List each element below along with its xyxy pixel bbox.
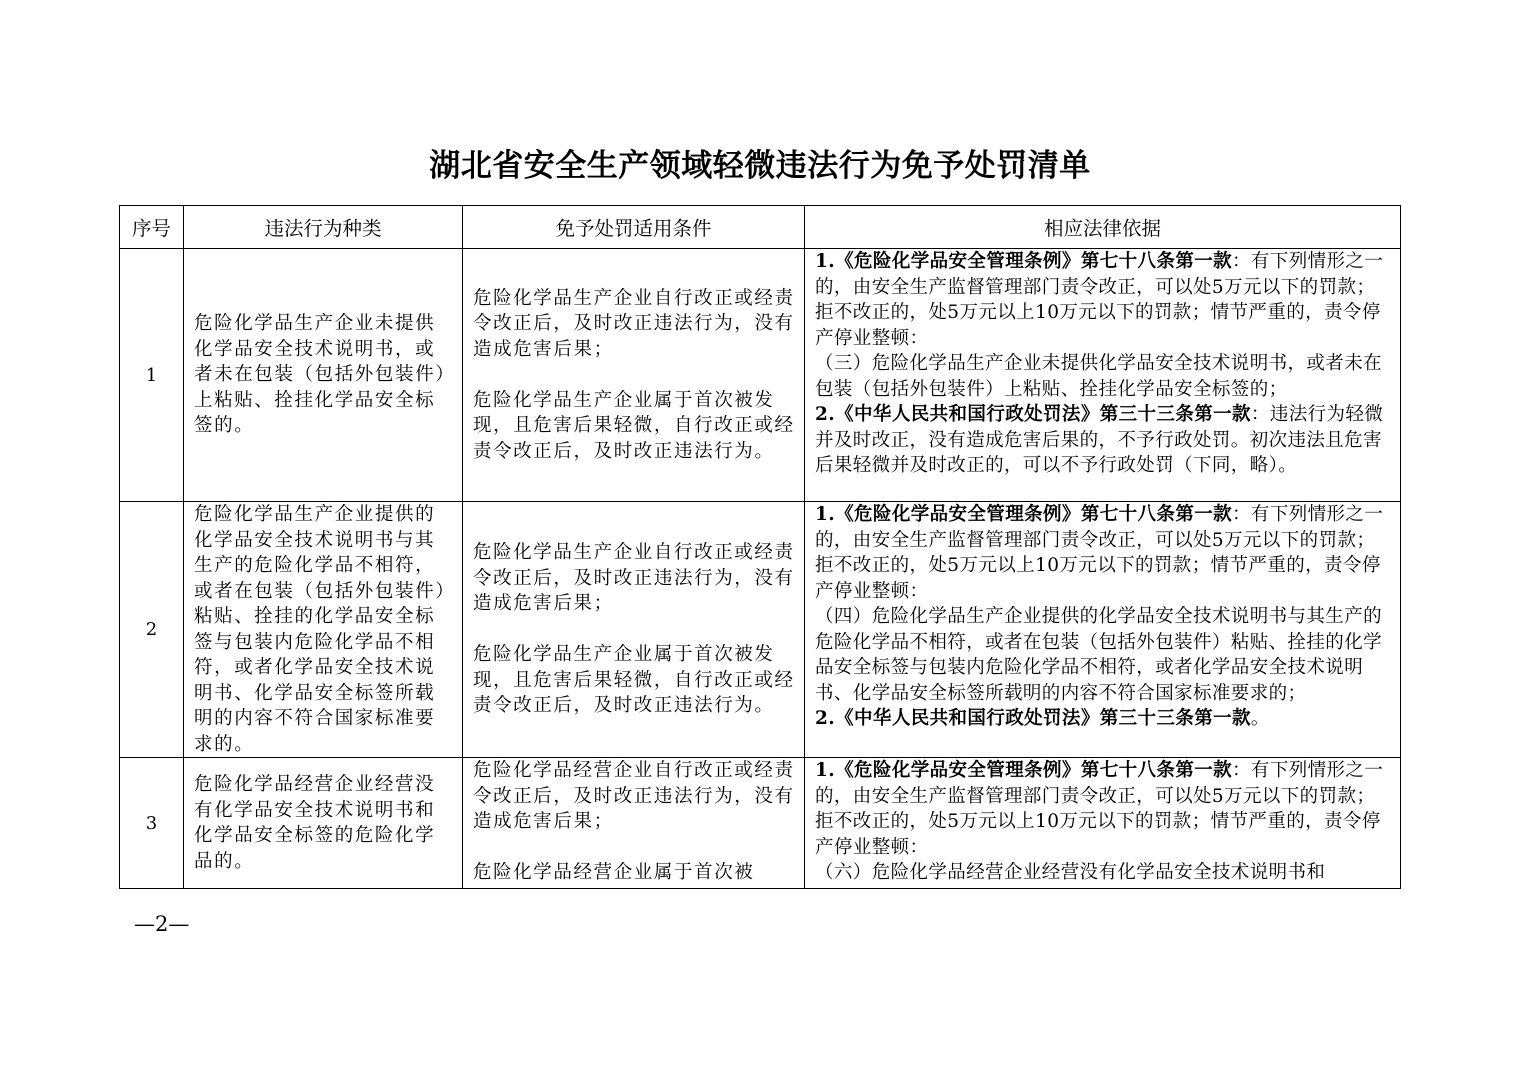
exemption-conditions-cell <box>463 502 805 758</box>
row-index: 2 <box>120 502 184 758</box>
page-number: —2— <box>134 912 190 936</box>
header-exemption-conditions: 免予处罚适用条件 <box>463 206 805 249</box>
violation-type-text: 危险化学品经营企业经营没有化学品安全技术说明书和化学品安全标签的危险化学品的。 <box>194 774 436 872</box>
condition-b-text: 危险化学品经营企业属于首次被 <box>473 862 755 883</box>
basis-2-text: ：违法行为轻微并及时改正，没有造成危害后果的，不予行政处罚。初次违法且危害后果轻微并及时改正的，可以不予行政处罚（下同，略）。 <box>815 404 1384 476</box>
legal-basis-cell <box>805 502 1401 758</box>
condition-a-text: 危险化学品生产企业自行改正或经责令改正后，及时改正违法行为，没有造成危害后果； <box>473 542 795 615</box>
basis-1-text: ：有下列情形之一的，由安全生产监督管理部门责令改正，可以处5万元以下的罚款；拒不改正的，处5万元以上10万元以下的罚款；情节严重的，责令停产停业整顿： <box>815 504 1384 602</box>
legal-basis-text <box>815 758 1394 886</box>
page-title: 湖北省安全生产领域轻微违法行为免予处罚清单 <box>429 148 1091 184</box>
violation-type-cell <box>184 758 463 889</box>
violation-type-cell <box>184 249 463 502</box>
violation-type-text: 危险化学品生产企业提供的化学品安全技术说明书与其生产的危险化学品不相符，或者在包装（包括外包装件）粘贴、拴挂的化学品安全标签与包装内危险化学品不相符，或者化学品安全技术说明书、化学品安全标签所载明的内容不符合国家标准要求的。 <box>194 504 447 755</box>
condition-a-text: 危险化学品经营企业自行改正或经责令改正后，及时改正违法行为，没有造成危害后果； <box>473 760 795 832</box>
basis-item-text: （四）危险化学品生产企业提供的化学品安全技术说明书与其生产的危险化学品不相符，或者在包装（包括外包装件）粘贴、拴挂的化学品安全标签与包装内危险化学品不相符，或者化学品安全技术说明书、化学品安全标签所载明的内容不符合国家标准要求的； <box>815 606 1383 704</box>
basis-1-citation: 1.《危险化学品安全管理条例》第七十八条第一款 <box>815 251 1233 272</box>
header-index: 序号 <box>120 206 184 249</box>
penalty-exemption-table <box>119 205 1401 889</box>
condition-b-text: 危险化学品生产企业属于首次被发现，且危害后果轻微，自行改正或经责令改正后，及时改正违法行为。 <box>473 389 795 462</box>
basis-1-text: ：有下列情形之一的，由安全生产监督管理部门责令改正，可以处5万元以下的罚款；拒不改正的，处5万元以上10万元以下的罚款；情节严重的，责令停产停业整顿： <box>815 760 1384 858</box>
basis-1-text: ：有下列情形之一的，由安全生产监督管理部门责令改正，可以处5万元以下的罚款；拒不改正的，处5万元以上10万元以下的罚款；情节严重的，责令停产停业整顿： <box>815 251 1384 349</box>
basis-2-citation: 2.《中华人民共和国行政处罚法》第三十三条第一款 <box>815 708 1251 729</box>
exemption-conditions-cell <box>463 758 805 889</box>
legal-basis-text <box>815 502 1394 732</box>
table-header-row <box>120 206 1401 249</box>
exemption-conditions-cell <box>463 249 805 502</box>
basis-2-text: 。 <box>1250 708 1270 729</box>
violation-type-cell <box>184 502 463 758</box>
legal-basis-text <box>815 249 1394 479</box>
legal-basis-cell <box>805 249 1401 502</box>
table-row <box>120 758 1401 889</box>
basis-item-text: （六）危险化学品经营企业经营没有化学品安全技术说明书和 <box>815 862 1326 883</box>
header-legal-basis: 相应法律依据 <box>805 206 1401 249</box>
row-index: 3 <box>120 758 184 889</box>
table-row <box>120 249 1401 502</box>
basis-1-citation: 1.《危险化学品安全管理条例》第七十八条第一款 <box>815 504 1233 525</box>
table-row <box>120 502 1401 758</box>
condition-a-text: 危险化学品生产企业自行改正或经责令改正后，及时改正违法行为，没有造成危害后果； <box>473 287 795 360</box>
header-violation-type: 违法行为种类 <box>184 206 463 249</box>
basis-item-text: （三）危险化学品生产企业未提供化学品安全技术说明书，或者未在包装（包括外包装件）上粘贴、拴挂化学品安全标签的； <box>815 353 1383 400</box>
row-index: 1 <box>120 249 184 502</box>
basis-1-citation: 1.《危险化学品安全管理条例》第七十八条第一款 <box>815 760 1233 781</box>
legal-basis-cell <box>805 758 1401 889</box>
violation-type-text: 危险化学品生产企业未提供化学品安全技术说明书，或者未在包装（包括外包装件）上粘贴、拴挂化学品安全标签的。 <box>194 313 447 437</box>
basis-2-citation: 2.《中华人民共和国行政处罚法》第三十三条第一款 <box>815 404 1251 425</box>
condition-b-text: 危险化学品生产企业属于首次被发现，且危害后果轻微，自行改正或经责令改正后，及时改正违法行为。 <box>473 644 795 717</box>
